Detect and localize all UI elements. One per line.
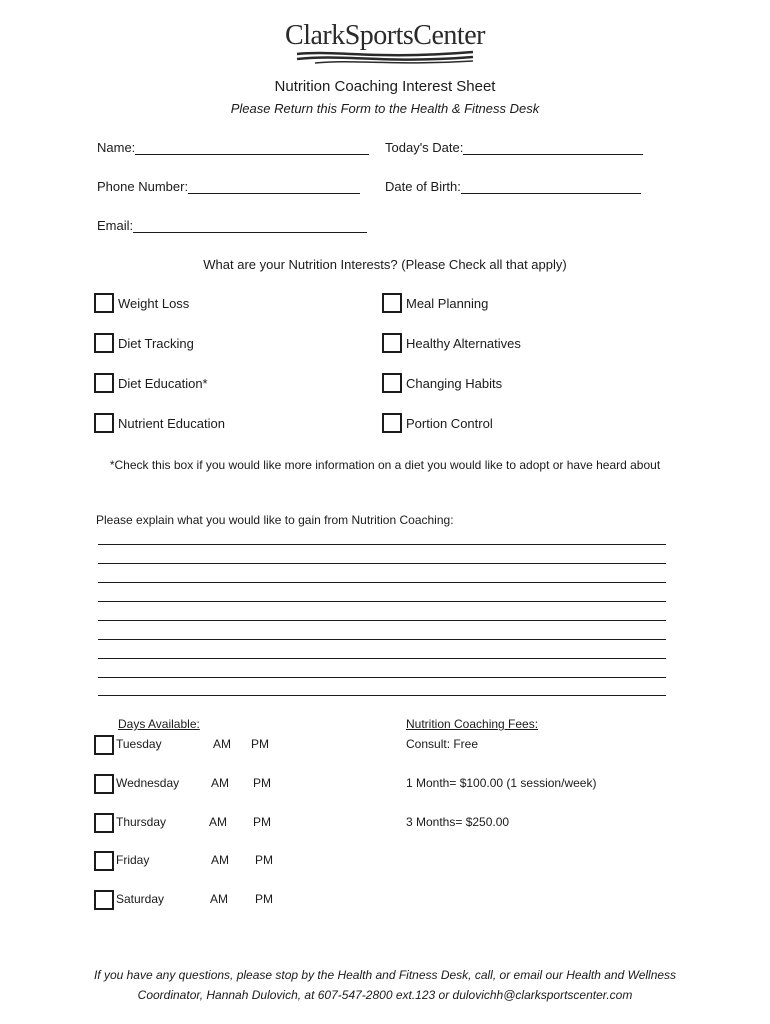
interest-label: Healthy Alternatives <box>406 335 521 351</box>
am-option[interactable]: AM <box>211 853 229 867</box>
todays-date-input-line[interactable] <box>463 140 643 155</box>
name-field[interactable] <box>97 140 369 155</box>
interests-question: What are your Nutrition Interests? (Please Check all that apply) <box>203 257 567 272</box>
day-label: Thursday <box>116 815 167 829</box>
diet-education-note: *Check this box if you would like more information on a diet you would like to adopt or have heard about <box>109 458 661 472</box>
interest-label: Weight Loss <box>118 295 190 311</box>
interest-healthy-alternatives[interactable] <box>382 333 521 353</box>
fee-one-month: 1 Month= $100.00 (1 session/week) <box>406 776 597 790</box>
phone-field[interactable] <box>97 179 360 194</box>
interest-diet-education[interactable] <box>94 373 208 393</box>
interest-label: Nutrient Education <box>118 415 225 431</box>
day-label: Saturday <box>116 892 165 906</box>
checkbox[interactable] <box>382 293 402 313</box>
checkbox[interactable] <box>94 890 114 910</box>
am-option[interactable]: AM <box>213 737 231 751</box>
fees-header: Nutrition Coaching Fees: <box>406 717 539 731</box>
writing-line[interactable] <box>98 563 666 564</box>
form-title: Nutrition Coaching Interest Sheet <box>274 78 496 95</box>
fee-three-months: 3 Months= $250.00 <box>406 815 510 829</box>
day-row-friday[interactable] <box>94 849 294 873</box>
phone-input-line[interactable] <box>188 179 360 194</box>
checkbox[interactable] <box>94 293 114 313</box>
dob-input-line[interactable] <box>461 179 641 194</box>
todays-date-label: Today's Date: <box>385 140 464 155</box>
interest-weight-loss[interactable] <box>94 293 189 313</box>
pm-option[interactable]: PM <box>253 815 271 829</box>
pm-option[interactable]: PM <box>255 892 273 906</box>
am-option[interactable]: AM <box>211 776 229 790</box>
interest-label: Portion Control <box>406 415 493 431</box>
interest-portion-control[interactable] <box>382 413 493 433</box>
day-row-saturday[interactable] <box>94 888 294 912</box>
writing-line[interactable] <box>98 544 666 545</box>
writing-line[interactable] <box>98 639 666 640</box>
checkbox[interactable] <box>94 813 114 833</box>
writing-line[interactable] <box>98 601 666 602</box>
logo <box>0 20 770 66</box>
writing-line[interactable] <box>98 695 666 696</box>
interest-diet-tracking[interactable] <box>94 333 194 353</box>
am-option[interactable]: AM <box>210 892 228 906</box>
day-label: Friday <box>116 853 150 867</box>
logo-text: ClarkSportsCenter <box>285 20 485 51</box>
checkbox[interactable] <box>382 413 402 433</box>
day-row-tuesday[interactable] <box>94 733 294 757</box>
name-label: Name: <box>97 140 136 155</box>
dob-label: Date of Birth: <box>385 179 461 194</box>
writing-line[interactable] <box>98 658 666 659</box>
checkbox[interactable] <box>94 373 114 393</box>
pm-option[interactable]: PM <box>255 853 273 867</box>
email-label: Email: <box>97 218 134 233</box>
name-input-line[interactable] <box>135 140 369 155</box>
pm-option[interactable]: PM <box>253 776 271 790</box>
day-label: Tuesday <box>116 737 162 751</box>
day-row-wednesday[interactable] <box>94 772 294 796</box>
interest-changing-habits[interactable] <box>382 373 502 393</box>
interest-nutrient-education[interactable] <box>94 413 225 433</box>
footer-contact <box>40 965 730 1005</box>
email-input-line[interactable] <box>133 218 367 233</box>
days-available-header: Days Available: <box>118 717 200 731</box>
email-field[interactable] <box>97 218 367 233</box>
checkbox[interactable] <box>94 851 114 871</box>
footer-line-2: Coordinator, Hannah Dulovich, at 607-547-2800 ext.123 or dulovichh@clarksportscenter.com <box>137 988 633 1002</box>
fee-consult: Consult: Free <box>406 737 479 751</box>
writing-line[interactable] <box>98 620 666 621</box>
explain-prompt: Please explain what you would like to gain from Nutrition Coaching: <box>96 513 454 527</box>
interest-label: Diet Education* <box>118 375 208 391</box>
checkbox[interactable] <box>382 373 402 393</box>
form-subtitle: Please Return this Form to the Health & Fitness Desk <box>230 101 540 116</box>
am-option[interactable]: AM <box>209 815 227 829</box>
interest-meal-planning[interactable] <box>382 293 488 313</box>
writing-line[interactable] <box>98 582 666 583</box>
checkbox[interactable] <box>94 735 114 755</box>
day-label: Wednesday <box>116 776 180 790</box>
footer-line-1: If you have any questions, please stop by the Health and Fitness Desk, call, or email our Health and Wellness <box>93 968 677 982</box>
interest-label: Diet Tracking <box>118 335 194 351</box>
checkbox[interactable] <box>382 333 402 353</box>
writing-line[interactable] <box>98 677 666 678</box>
pm-option[interactable]: PM <box>251 737 269 751</box>
todays-date-field[interactable] <box>385 140 643 155</box>
interest-label: Changing Habits <box>406 375 503 391</box>
interest-label: Meal Planning <box>406 295 489 311</box>
checkbox[interactable] <box>94 774 114 794</box>
dob-field[interactable] <box>385 179 641 194</box>
checkbox[interactable] <box>94 333 114 353</box>
checkbox[interactable] <box>94 413 114 433</box>
day-row-thursday[interactable] <box>94 811 294 835</box>
phone-label: Phone Number: <box>97 179 189 194</box>
